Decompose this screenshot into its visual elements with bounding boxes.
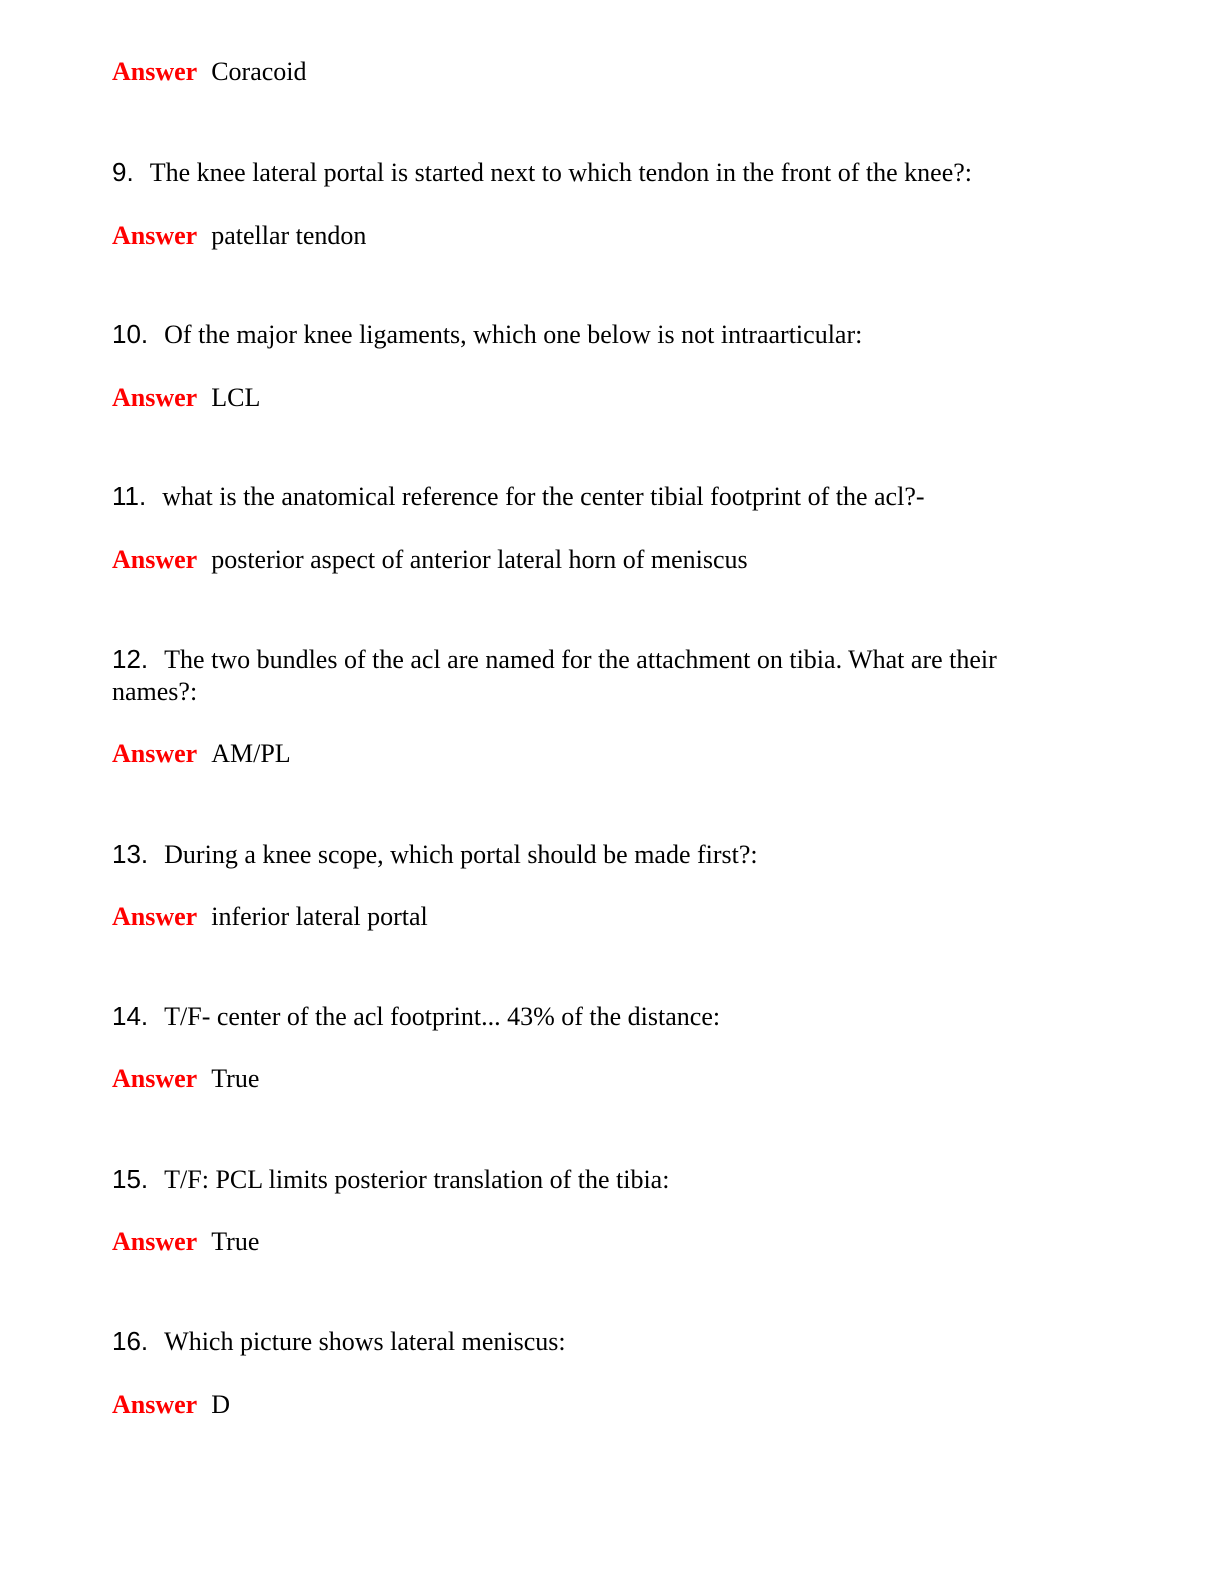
question-number: 14.: [112, 1001, 149, 1031]
answer-text: posterior aspect of anterior lateral horn of meniscus: [211, 545, 748, 574]
question-line-9: [112, 156, 972, 189]
question-text: During a knee scope, which portal should be made first?:: [164, 840, 758, 869]
question-number: 12.: [112, 644, 149, 674]
answer-label: Answer: [112, 383, 198, 412]
question-text: what is the anatomical reference for the center tibial footprint of the acl?-: [162, 482, 925, 511]
answer-line-12: [112, 738, 291, 770]
answer-text: patellar tendon: [211, 221, 367, 250]
answer-line-9: [112, 220, 366, 252]
answer-line-13: [112, 901, 428, 933]
question-line-15: [112, 1163, 669, 1196]
question-number: 15.: [112, 1164, 149, 1194]
answer-line-16: [112, 1389, 230, 1421]
answer-label: Answer: [112, 1390, 198, 1419]
answer-text: LCL: [211, 383, 261, 412]
answer-label: Answer: [112, 739, 198, 768]
question-number: 11.: [112, 481, 147, 511]
answer-text: AM/PL: [211, 739, 291, 768]
answer-text: True: [211, 1064, 260, 1093]
question-text: The two bundles of the acl are named for the attachment on tibia. What are their names?:: [112, 645, 997, 706]
question-text: T/F: PCL limits posterior translation of the tibia:: [164, 1165, 670, 1194]
question-line-14: [112, 1000, 720, 1033]
answer-label: Answer: [112, 221, 198, 250]
question-number: 16.: [112, 1326, 149, 1356]
answer-line-8: [112, 56, 307, 88]
answer-line-10: [112, 382, 260, 414]
question-line-12: [112, 643, 1072, 708]
answer-text: Coracoid: [211, 57, 307, 86]
question-text: The knee lateral portal is started next to which tendon in the front of the knee?:: [149, 158, 973, 187]
answer-line-11: [112, 544, 748, 576]
answer-text: True: [211, 1227, 260, 1256]
question-line-13: [112, 838, 758, 871]
answer-line-14: [112, 1063, 259, 1095]
question-line-10: [112, 318, 862, 351]
question-number: 13.: [112, 839, 149, 869]
question-text: Which picture shows lateral meniscus:: [164, 1327, 566, 1356]
answer-text: D: [211, 1390, 230, 1419]
answer-label: Answer: [112, 57, 198, 86]
answer-label: Answer: [112, 545, 198, 574]
answer-text: inferior lateral portal: [211, 902, 428, 931]
question-text: T/F- center of the acl footprint... 43% of the distance:: [164, 1002, 721, 1031]
answer-label: Answer: [112, 1227, 198, 1256]
answer-label: Answer: [112, 902, 198, 931]
question-line-16: [112, 1325, 566, 1358]
answer-label: Answer: [112, 1064, 198, 1093]
question-line-11: [112, 480, 925, 513]
answer-line-15: [112, 1226, 259, 1258]
question-number: 9.: [112, 157, 134, 187]
question-text: Of the major knee ligaments, which one below is not intraarticular:: [164, 320, 863, 349]
question-number: 10.: [112, 319, 149, 349]
